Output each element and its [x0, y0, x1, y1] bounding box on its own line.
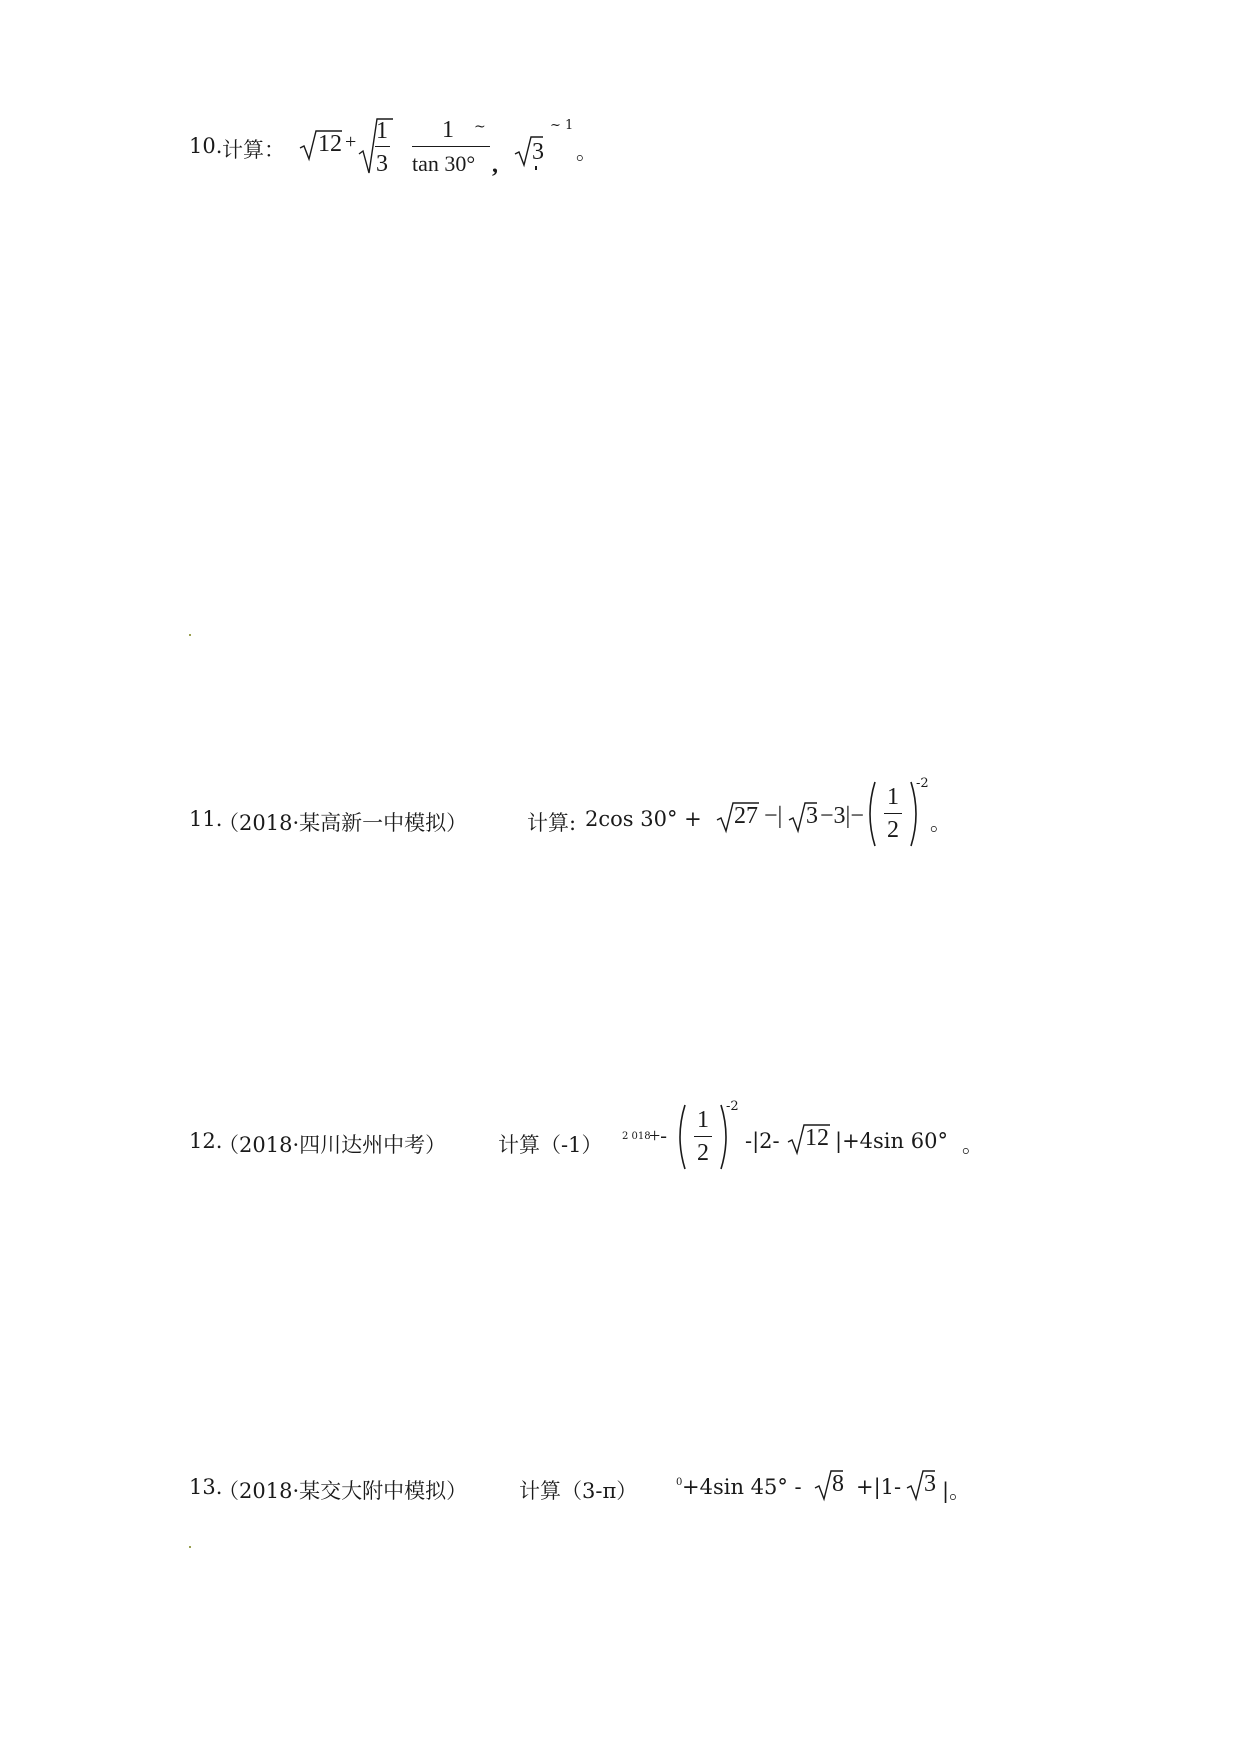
problem-stem: 计算（3-π）	[519, 1479, 638, 1503]
sentence-end: |。	[942, 1479, 971, 1503]
radicand-12: 12	[318, 131, 342, 157]
artifact-dot	[189, 1546, 191, 1548]
fraction-numerator: 1	[442, 117, 454, 143]
problem-source: （2018·某交大附中模拟）	[218, 1479, 468, 1503]
sentence-end: 。	[962, 1133, 983, 1157]
fraction-bar	[375, 146, 390, 147]
expression: 2cos 30° +	[585, 807, 702, 831]
fraction-bar	[412, 146, 490, 147]
problem-number: 10.	[189, 134, 223, 158]
fraction-numerator: 1	[697, 1107, 709, 1133]
problem-number: 12.	[189, 1129, 223, 1153]
radicand-3: 3	[806, 803, 818, 829]
fraction-numerator: 1	[887, 784, 899, 810]
exponent: ~ 1	[550, 118, 574, 133]
expression: +4sin 45° -	[682, 1475, 802, 1499]
fraction-denominator: 2	[887, 817, 899, 843]
fraction-bar	[694, 1136, 712, 1137]
tilde-mark: ~	[474, 119, 486, 135]
exponent: -2	[726, 1099, 739, 1114]
artifact-dot	[189, 634, 191, 636]
absolute-close: −3|−	[820, 803, 864, 829]
absolute-open: -|2-	[745, 1129, 780, 1153]
problem-source: （2018·某高新一中模拟）	[218, 811, 468, 835]
problem-stem: 计算:	[527, 811, 577, 835]
sentence-end: 。	[576, 140, 597, 164]
problem-number: 13.	[189, 1475, 223, 1499]
radicand-8: 8	[832, 1471, 844, 1497]
radicand-12: 12	[805, 1125, 829, 1151]
exponent: -2	[916, 776, 929, 791]
absolute-close: |+4sin 60°	[835, 1129, 948, 1153]
problem-stem: 计算（-1）	[498, 1133, 603, 1157]
plus-sign: +	[345, 131, 357, 153]
operators: +-	[649, 1125, 667, 1147]
problem-source: （2018·四川达州中考）	[218, 1133, 447, 1157]
comma: ,	[492, 152, 498, 178]
absolute-open: −|	[764, 803, 783, 829]
radicand-27: 27	[734, 803, 758, 829]
fraction-denominator: tan 30°	[412, 151, 476, 176]
problem-stem: 计算：	[222, 138, 285, 162]
problem-number: 11.	[189, 807, 223, 831]
exponent: 0	[676, 1477, 683, 1488]
fraction-denominator: 3	[376, 151, 388, 177]
radicand-3: 3	[532, 139, 544, 165]
absolute-open: +|1-	[856, 1475, 902, 1499]
sentence-end: 。	[930, 811, 951, 835]
radicand-3: 3	[924, 1471, 936, 1497]
exponent: 2 018	[622, 1131, 651, 1142]
mark	[535, 166, 537, 170]
fraction-numerator: 1	[376, 118, 388, 144]
fraction-denominator: 2	[697, 1140, 709, 1166]
fraction-bar	[884, 813, 902, 814]
